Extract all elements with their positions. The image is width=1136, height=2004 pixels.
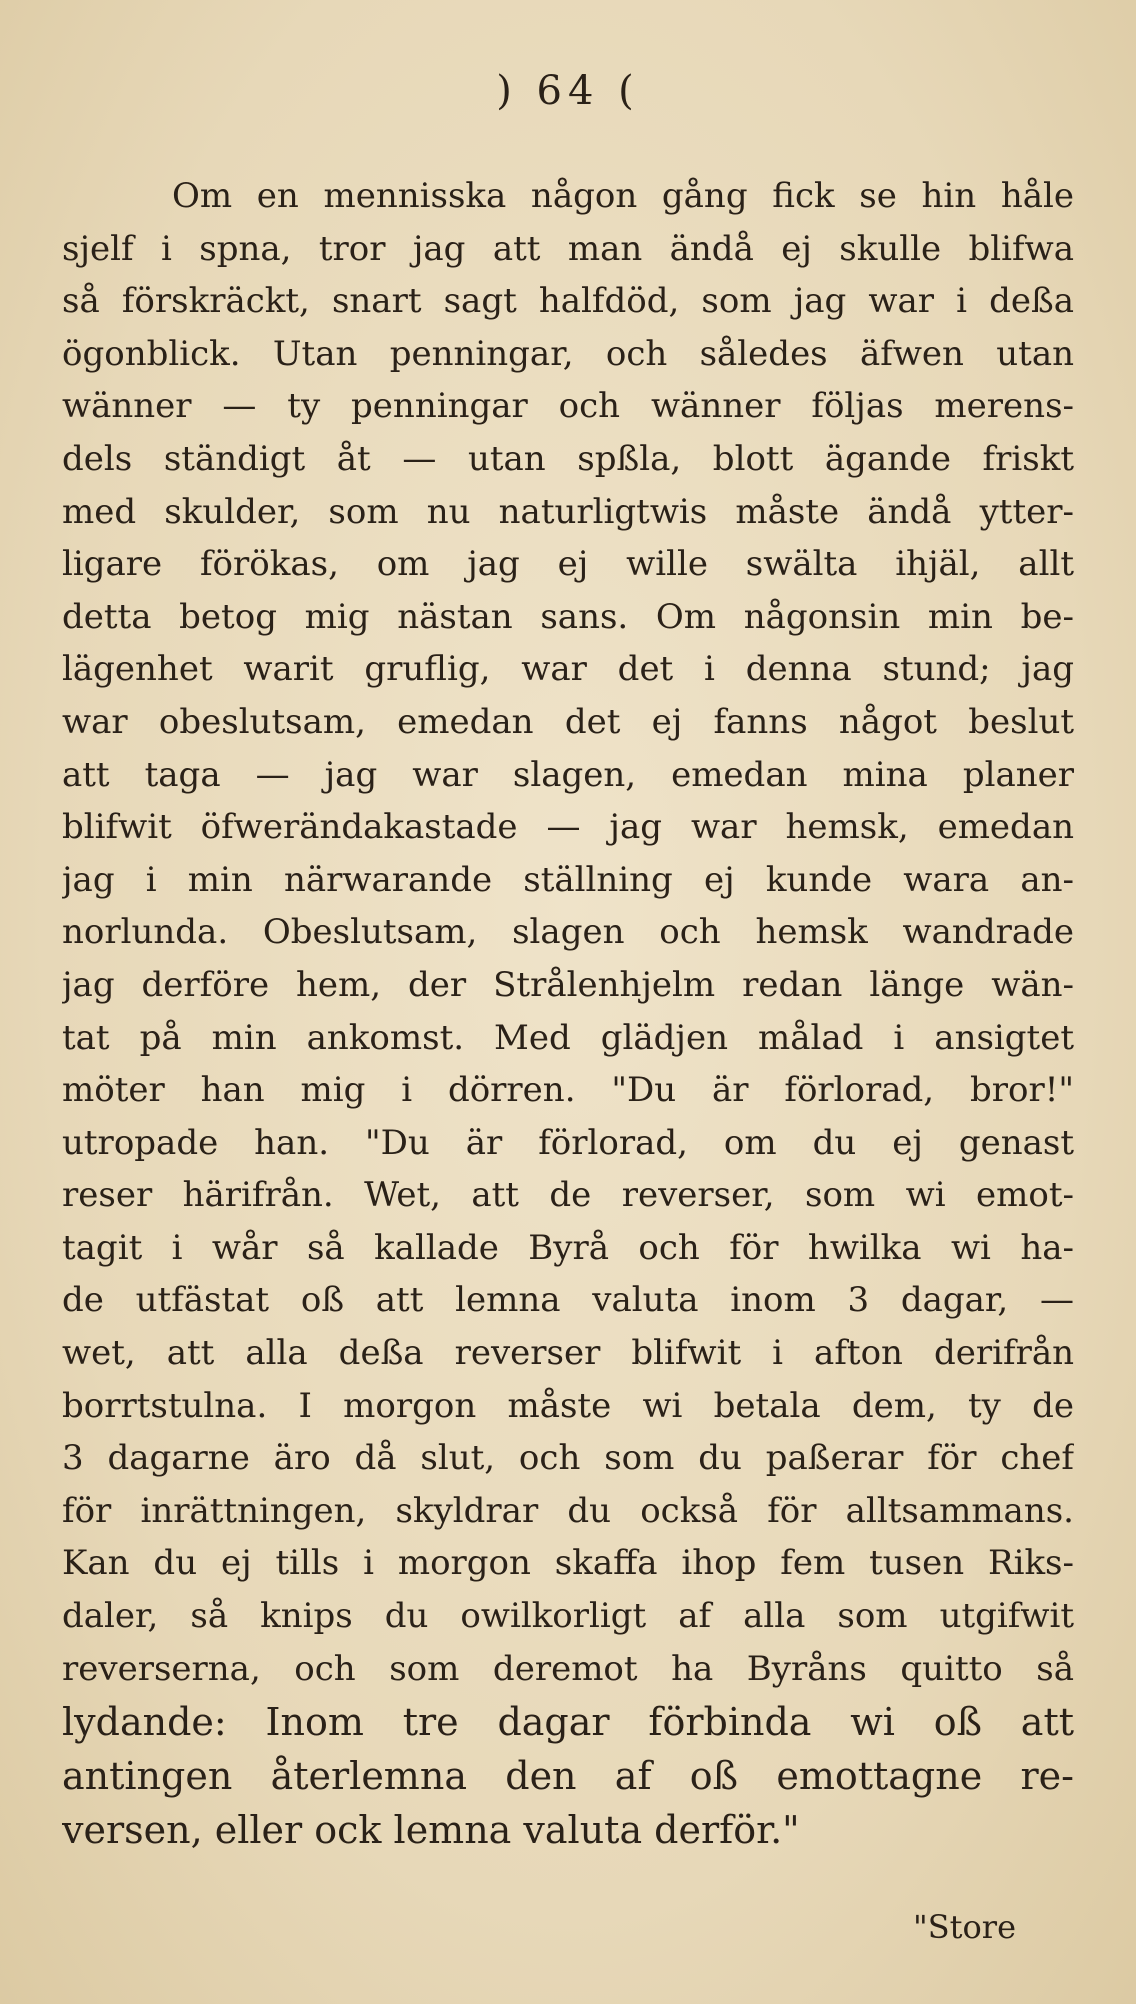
text-line: ligare förökas, om jag ej wille swälta ihjäl, allt: [62, 544, 1074, 585]
text-line: blifwit öfwerändakastade — jag war hemsk, emedan: [62, 807, 1074, 848]
text-line-emphasis: lydande: Inom tre dagar förbinda wi oß att: [62, 1700, 1074, 1745]
text-line: detta betog mig nästan sans. Om någonsin min be-: [62, 596, 1074, 637]
text-line: war obeslutsam, emedan det ej fanns något beslut: [62, 701, 1074, 742]
text-line-emphasis: antingen återlemna den af oß emottagne re-: [62, 1754, 1074, 1799]
text-line: 3 dagarne äro då slut, och som du paßerar för chef: [62, 1438, 1074, 1479]
text-line: att taga — jag war slagen, emedan mina planer: [62, 754, 1074, 795]
text-line: reverserna, och som deremot ha Byråns quitto så: [62, 1648, 1074, 1689]
text-line: daler, så knips du owilkorligt af alla som utgifwit: [62, 1596, 1074, 1637]
text-line: Om en mennisska någon gång fick se hin håle: [172, 176, 1074, 216]
text-line: lägenhet warit gruflig, war det i denna stund; jag: [62, 649, 1074, 690]
catchword: "Store: [913, 1908, 1016, 1946]
text-line: ögonblick. Utan penningar, och således äfwen utan: [62, 333, 1074, 374]
text-line: reser härifrån. Wet, att de reverser, som wi emot-: [62, 1175, 1074, 1216]
text-line: jag derföre hem, der Strålenhjelm redan länge wän-: [62, 964, 1074, 1005]
text-line: tat på min ankomst. Med glädjen målad i ansigtet: [62, 1017, 1074, 1058]
text-line: för inrättningen, skyldrar du också för alltsammans.: [62, 1490, 1074, 1531]
text-line: borrtstulna. I morgon måste wi betala dem, ty de: [62, 1385, 1074, 1426]
text-line: dels ständigt åt — utan spßla, blott ägande friskt: [62, 438, 1074, 479]
text-line: wänner — ty penningar och wänner följas merens-: [62, 386, 1074, 427]
text-line-emphasis: versen, eller ock lemna valuta derför.": [62, 1808, 800, 1853]
text-line: med skulder, som nu naturligtwis måste ändå ytter-: [62, 491, 1074, 532]
text-line: de utfästat oß att lemna valuta inom 3 dagar, —: [62, 1280, 1074, 1321]
text-line: sjelf i spna, tror jag att man ändå ej skulle blifwa: [62, 228, 1074, 269]
text-line: möter han mig i dörren. "Du är förlorad, bror!": [62, 1070, 1074, 1111]
page-number-header: ) 64 (: [496, 68, 640, 114]
text-line: så förskräckt, snart sagt halfdöd, som jag war i deßa: [62, 281, 1074, 322]
text-line: utropade han. "Du är förlorad, om du ej genast: [62, 1122, 1074, 1163]
text-line: norlunda. Obeslutsam, slagen och hemsk wandrade: [62, 912, 1074, 953]
text-line: tagit i wår så kallade Byrå och för hwilka wi ha-: [62, 1227, 1074, 1268]
body-text: [62, 170, 1074, 1857]
text-line: Kan du ej tills i morgon skaffa ihop fem tusen Riks-: [62, 1543, 1074, 1584]
text-line: jag i min närwarande ställning ej kunde wara an-: [62, 859, 1074, 900]
text-line: wet, att alla deßa reverser blifwit i afton derifrån: [62, 1333, 1074, 1374]
